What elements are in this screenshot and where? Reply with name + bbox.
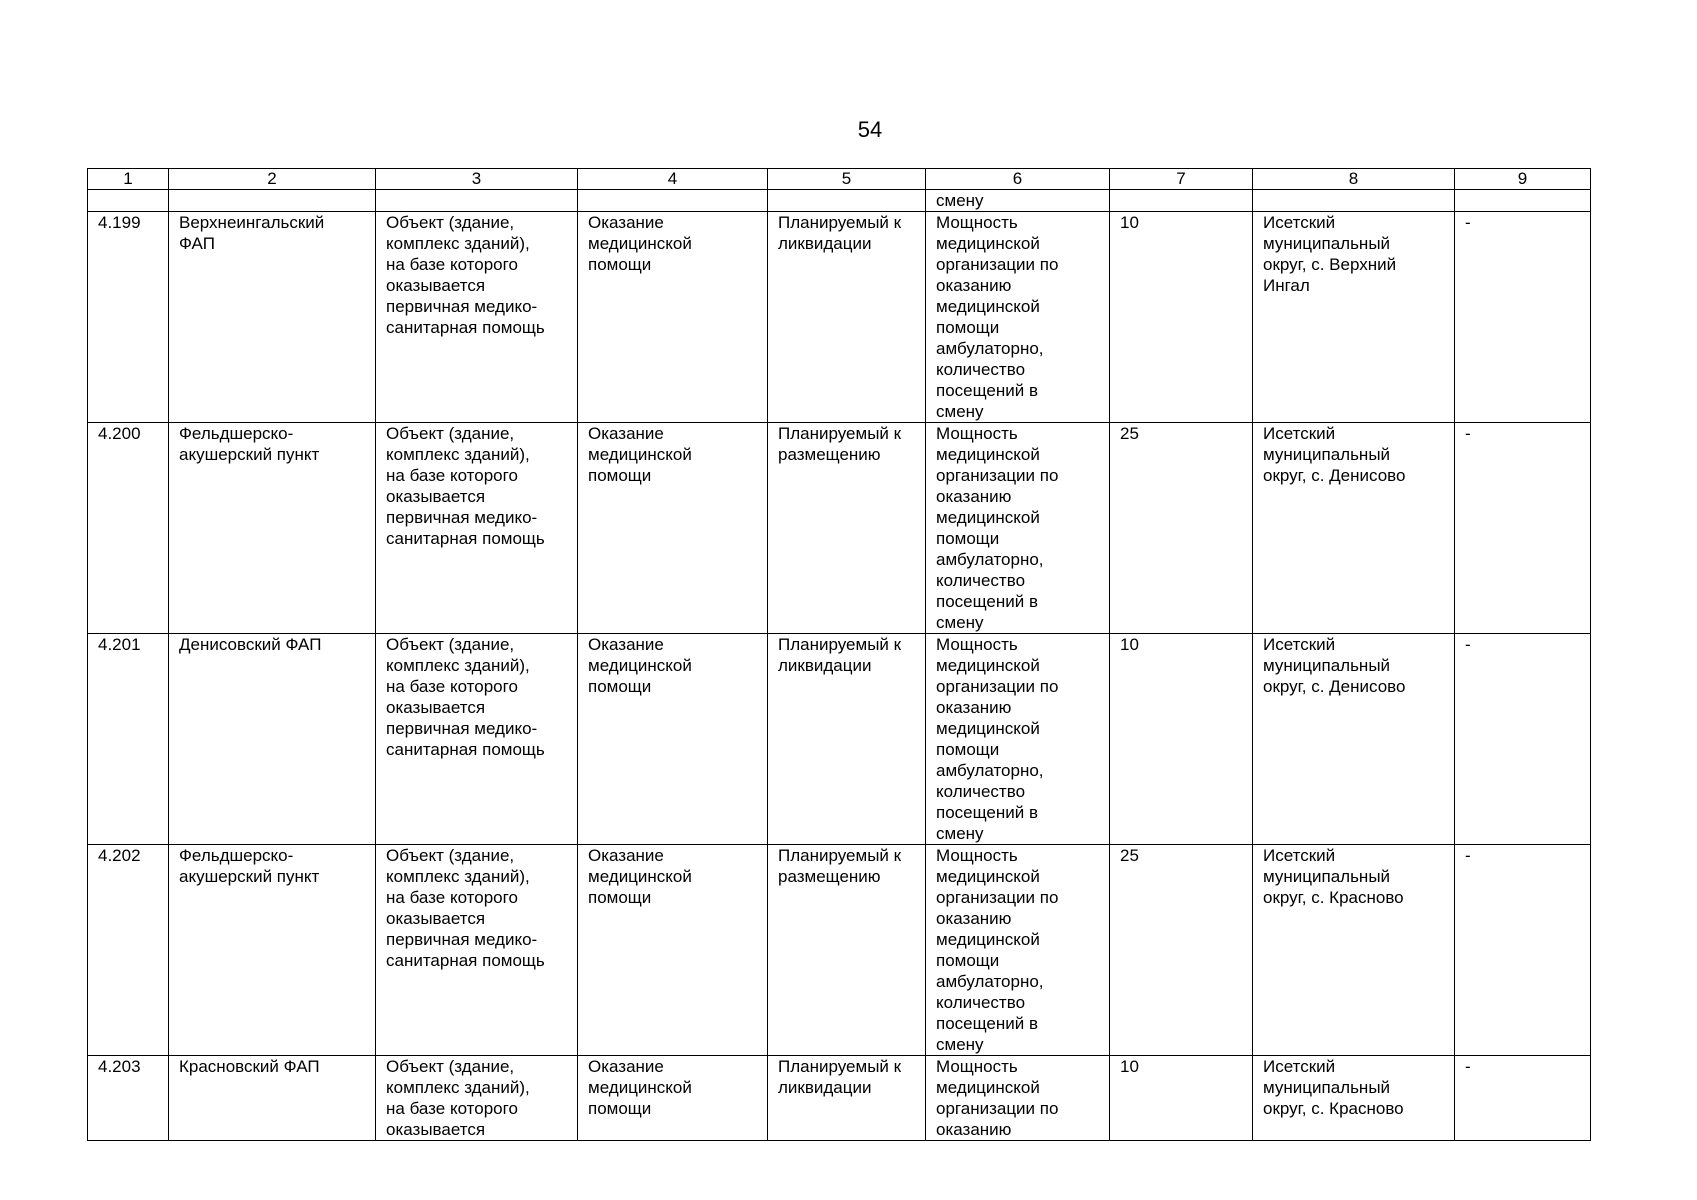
table-row (88, 212, 1591, 423)
table-row (88, 1056, 1591, 1141)
status: Планируемый к размещению (768, 845, 926, 1056)
object-type: Объект (здание, комплекс зданий), на базе которого оказывается первичная медико- санитарная помощь (376, 423, 578, 634)
capacity-value: 10 (1110, 634, 1253, 845)
object-type: Объект (здание, комплекс зданий), на базе которого оказывается первичная медико- санитарная помощь (376, 212, 578, 423)
location: Исетский муниципальный округ, с. Денисово (1253, 423, 1455, 634)
purpose: Оказание медицинской помощи (578, 634, 768, 845)
object-name: Верхнеингальский ФАП (169, 212, 376, 423)
characteristic: Мощность медицинской организации по оказанию медицинской помощи амбулаторно, количество посещений в смену (926, 634, 1110, 845)
row-number: 4.199 (88, 212, 169, 423)
column-number: 6 (926, 169, 1110, 190)
characteristic: Мощность медицинской организации по оказанию медицинской помощи амбулаторно, количество посещений в смену (926, 212, 1110, 423)
table-cell (1110, 190, 1253, 212)
column-number: 3 (376, 169, 578, 190)
row-number: 4.202 (88, 845, 169, 1056)
status: Планируемый к ликвидации (768, 212, 926, 423)
object-type: Объект (здание, комплекс зданий), на базе которого оказывается первичная медико- санитарная помощь (376, 845, 578, 1056)
location: Исетский муниципальный округ, с. Красново (1253, 1056, 1455, 1141)
column-number: 8 (1253, 169, 1455, 190)
table-cell (88, 190, 169, 212)
capacity-value: 10 (1110, 212, 1253, 423)
capacity-value: 25 (1110, 423, 1253, 634)
table-cell (578, 190, 768, 212)
zone: - (1455, 634, 1591, 845)
object-name: Красновский ФАП (169, 1056, 376, 1141)
zone: - (1455, 423, 1591, 634)
object-type: Объект (здание, комплекс зданий), на базе которого оказывается первичная медико- санитарная помощь (376, 634, 578, 845)
table-cell (768, 190, 926, 212)
continuation-row (88, 190, 1591, 212)
object-type: Объект (здание, комплекс зданий), на базе которого оказывается (376, 1056, 578, 1141)
capacity-value: 10 (1110, 1056, 1253, 1141)
column-number: 9 (1455, 169, 1591, 190)
characteristic: Мощность медицинской организации по оказанию (926, 1056, 1110, 1141)
purpose: Оказание медицинской помощи (578, 1056, 768, 1141)
table-cell: смену (926, 190, 1110, 212)
column-number: 1 (88, 169, 169, 190)
row-number: 4.200 (88, 423, 169, 634)
table-cell (1455, 190, 1591, 212)
row-number: 4.201 (88, 634, 169, 845)
purpose: Оказание медицинской помощи (578, 423, 768, 634)
location: Исетский муниципальный округ, с. Денисово (1253, 634, 1455, 845)
purpose: Оказание медицинской помощи (578, 212, 768, 423)
table-row (88, 845, 1591, 1056)
objects-table (87, 168, 1591, 1141)
zone: - (1455, 845, 1591, 1056)
status: Планируемый к размещению (768, 423, 926, 634)
zone: - (1455, 1056, 1591, 1141)
table-cell (376, 190, 578, 212)
capacity-value: 25 (1110, 845, 1253, 1056)
object-name: Фельдшерско- акушерский пункт (169, 423, 376, 634)
table-row (88, 634, 1591, 845)
column-number: 7 (1110, 169, 1253, 190)
column-number-row (88, 169, 1591, 190)
status: Планируемый к ликвидации (768, 1056, 926, 1141)
zone: - (1455, 212, 1591, 423)
location: Исетский муниципальный округ, с. Красново (1253, 845, 1455, 1056)
column-number: 2 (169, 169, 376, 190)
characteristic: Мощность медицинской организации по оказанию медицинской помощи амбулаторно, количество посещений в смену (926, 845, 1110, 1056)
object-name: Фельдшерско- акушерский пункт (169, 845, 376, 1056)
status: Планируемый к ликвидации (768, 634, 926, 845)
table-cell (169, 190, 376, 212)
location: Исетский муниципальный округ, с. Верхний Ингал (1253, 212, 1455, 423)
column-number: 5 (768, 169, 926, 190)
purpose: Оказание медицинской помощи (578, 845, 768, 1056)
characteristic: Мощность медицинской организации по оказанию медицинской помощи амбулаторно, количество посещений в смену (926, 423, 1110, 634)
column-number: 4 (578, 169, 768, 190)
object-name: Денисовский ФАП (169, 634, 376, 845)
row-number: 4.203 (88, 1056, 169, 1141)
page-number: 54 (857, 117, 883, 142)
table-row (88, 423, 1591, 634)
table-cell (1253, 190, 1455, 212)
